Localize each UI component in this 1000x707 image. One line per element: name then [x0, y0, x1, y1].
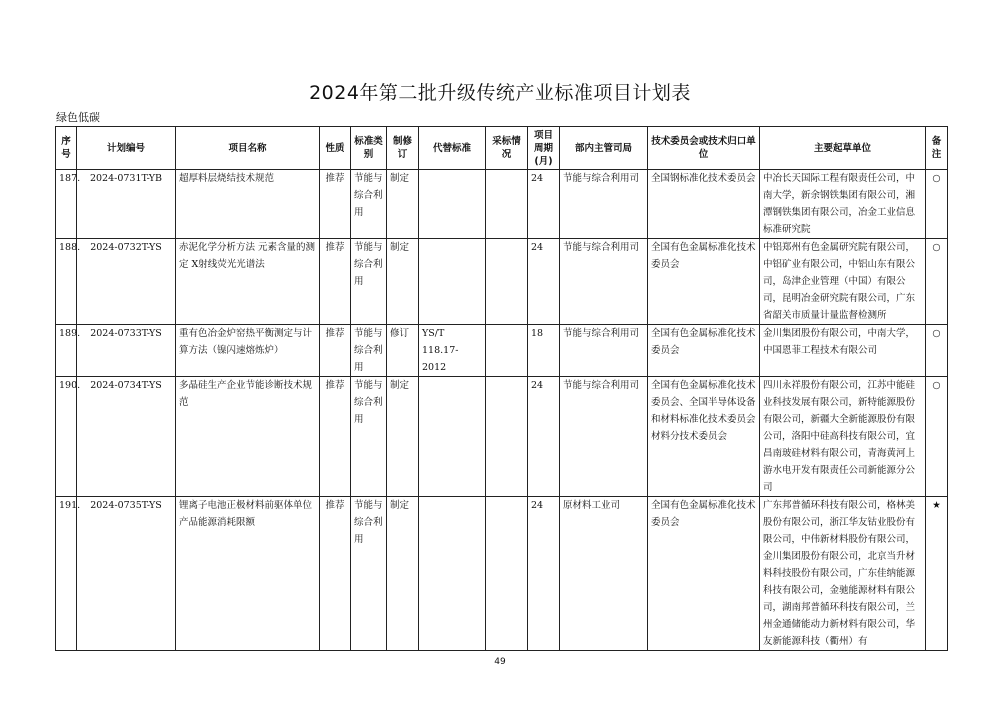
- cell-committee: 全国有色金属标准化技术委员会、全国半导体设备和材料标准化技术委员会材料分技术委员会: [648, 377, 760, 497]
- cell-adoption: [486, 497, 528, 651]
- cell-std-type: 节能与综合利用: [351, 170, 387, 239]
- column-header-nature: 性质: [320, 127, 351, 170]
- cell-dept: 节能与综合利用司: [560, 170, 648, 239]
- cell-period: 24: [528, 377, 560, 497]
- cell-note: ○: [926, 170, 948, 239]
- cell-revision: 修订: [387, 325, 419, 377]
- cell-seq: 190.: [56, 377, 77, 497]
- cell-drafters: 中冶长天国际工程有限责任公司，中南大学，新余钢铁集团有限公司，湘潭钢铁集团有限公司，冶金工业信息标准研究院: [760, 170, 926, 239]
- cell-nature: 推荐: [320, 377, 351, 497]
- cell-replaces: [419, 497, 486, 651]
- table-row: [56, 325, 948, 377]
- cell-seq: 187.: [56, 170, 77, 239]
- cell-period: 18: [528, 325, 560, 377]
- cell-name: 赤泥化学分析方法 元素含量的测定 X射线荧光光谱法: [176, 239, 320, 325]
- table-row: [56, 239, 948, 325]
- cell-replaces: [419, 377, 486, 497]
- cell-note: ○: [926, 377, 948, 497]
- page-number: 49: [494, 657, 506, 667]
- table-row: [56, 170, 948, 239]
- cell-std-type: 节能与综合利用: [351, 497, 387, 651]
- column-header-dept: 部内主管司局: [560, 127, 648, 170]
- cell-plan-no: 2024-0731T-YB: [77, 170, 176, 239]
- cell-drafters: 中铝郑州有色金属研究院有限公司，中铝矿业有限公司，中铝山东有限公司，岛津企业管理（中国）有限公司，昆明冶金研究院有限公司，广东省韶关市质量计量监督检测所: [760, 239, 926, 325]
- cell-period: 24: [528, 497, 560, 651]
- cell-plan-no: 2024-0733T-YS: [77, 325, 176, 377]
- cell-committee: 全国钢标准化技术委员会: [648, 170, 760, 239]
- column-header-seq: 序号: [56, 127, 77, 170]
- cell-revision: 制定: [387, 497, 419, 651]
- cell-name: 超厚料层烧结技术规范: [176, 170, 320, 239]
- cell-name: 锂离子电池正极材料前驱体单位产品能源消耗限额: [176, 497, 320, 651]
- column-header-committee: 技术委员会或技术归口单位: [648, 127, 760, 170]
- cell-plan-no: 2024-0734T-YS: [77, 377, 176, 497]
- table-header-row: [56, 127, 948, 170]
- page-title: 2024年第二批升级传统产业标准项目计划表: [309, 82, 691, 104]
- cell-nature: 推荐: [320, 239, 351, 325]
- cell-committee: 全国有色金属标准化技术委员会: [648, 239, 760, 325]
- cell-drafters: 广东邦普循环科技有限公司，格林美股份有限公司，浙江华友钴业股份有限公司，中伟新材料股份有限公司，金川集团股份有限公司，北京当升材料科技股份有限公司，广东佳纳能源科技有限公司，金驰能源材料有限公司，湖南邦普循环科技有限公司，兰州金通储能动力新材料有限公司，华友新能源科技（衢州）有: [760, 497, 926, 651]
- cell-adoption: [486, 377, 528, 497]
- cell-replaces: YS/T 118.17-2012: [419, 325, 486, 377]
- cell-note: ○: [926, 239, 948, 325]
- column-header-replaces: 代替标准: [419, 127, 486, 170]
- column-header-adoption: 采标情况: [486, 127, 528, 170]
- cell-std-type: 节能与综合利用: [351, 239, 387, 325]
- column-header-revision: 制修订: [387, 127, 419, 170]
- column-header-drafters: 主要起草单位: [760, 127, 926, 170]
- cell-plan-no: 2024-0735T-YS: [77, 497, 176, 651]
- cell-adoption: [486, 325, 528, 377]
- cell-nature: 推荐: [320, 497, 351, 651]
- cell-name: 多晶硅生产企业节能诊断技术规范: [176, 377, 320, 497]
- column-header-note: 备注: [926, 127, 948, 170]
- cell-revision: 制定: [387, 170, 419, 239]
- cell-committee: 全国有色金属标准化技术委员会: [648, 497, 760, 651]
- standards-plan-table: [55, 126, 948, 651]
- cell-replaces: [419, 239, 486, 325]
- cell-std-type: 节能与综合利用: [351, 325, 387, 377]
- cell-revision: 制定: [387, 377, 419, 497]
- cell-name: 重有色冶金炉窑热平衡测定与计算方法（镍闪速熔炼炉）: [176, 325, 320, 377]
- cell-drafters: 金川集团股份有限公司，中南大学，中国恩菲工程技术有限公司: [760, 325, 926, 377]
- cell-nature: 推荐: [320, 170, 351, 239]
- cell-adoption: [486, 170, 528, 239]
- cell-note: ○: [926, 325, 948, 377]
- cell-period: 24: [528, 239, 560, 325]
- cell-nature: 推荐: [320, 325, 351, 377]
- cell-seq: 188.: [56, 239, 77, 325]
- column-header-name: 项目名称: [176, 127, 320, 170]
- cell-revision: 制定: [387, 239, 419, 325]
- column-header-plan-no: 计划编号: [77, 127, 176, 170]
- category-label: 绿色低碳: [56, 111, 100, 124]
- cell-adoption: [486, 239, 528, 325]
- cell-dept: 原材料工业司: [560, 497, 648, 651]
- cell-dept: 节能与综合利用司: [560, 325, 648, 377]
- column-header-period: 项目周期(月): [528, 127, 560, 170]
- cell-replaces: [419, 170, 486, 239]
- cell-seq: 189.: [56, 325, 77, 377]
- cell-seq: 191.: [56, 497, 77, 651]
- table-row: [56, 377, 948, 497]
- cell-dept: 节能与综合利用司: [560, 239, 648, 325]
- cell-note: ★: [926, 497, 948, 651]
- cell-dept: 节能与综合利用司: [560, 377, 648, 497]
- cell-drafters: 四川永祥股份有限公司，江苏中能硅业科技发展有限公司，新特能源股份有限公司，新疆大全新能源股份有限公司，洛阳中硅高科技有限公司，宜昌南玻硅材料有限公司，青海黄河上游水电开发有限责任公司新能源分公司: [760, 377, 926, 497]
- cell-plan-no: 2024-0732T-YS: [77, 239, 176, 325]
- column-header-std-type: 标准类别: [351, 127, 387, 170]
- table-row: [56, 497, 948, 651]
- cell-committee: 全国有色金属标准化技术委员会: [648, 325, 760, 377]
- cell-period: 24: [528, 170, 560, 239]
- cell-std-type: 节能与综合利用: [351, 377, 387, 497]
